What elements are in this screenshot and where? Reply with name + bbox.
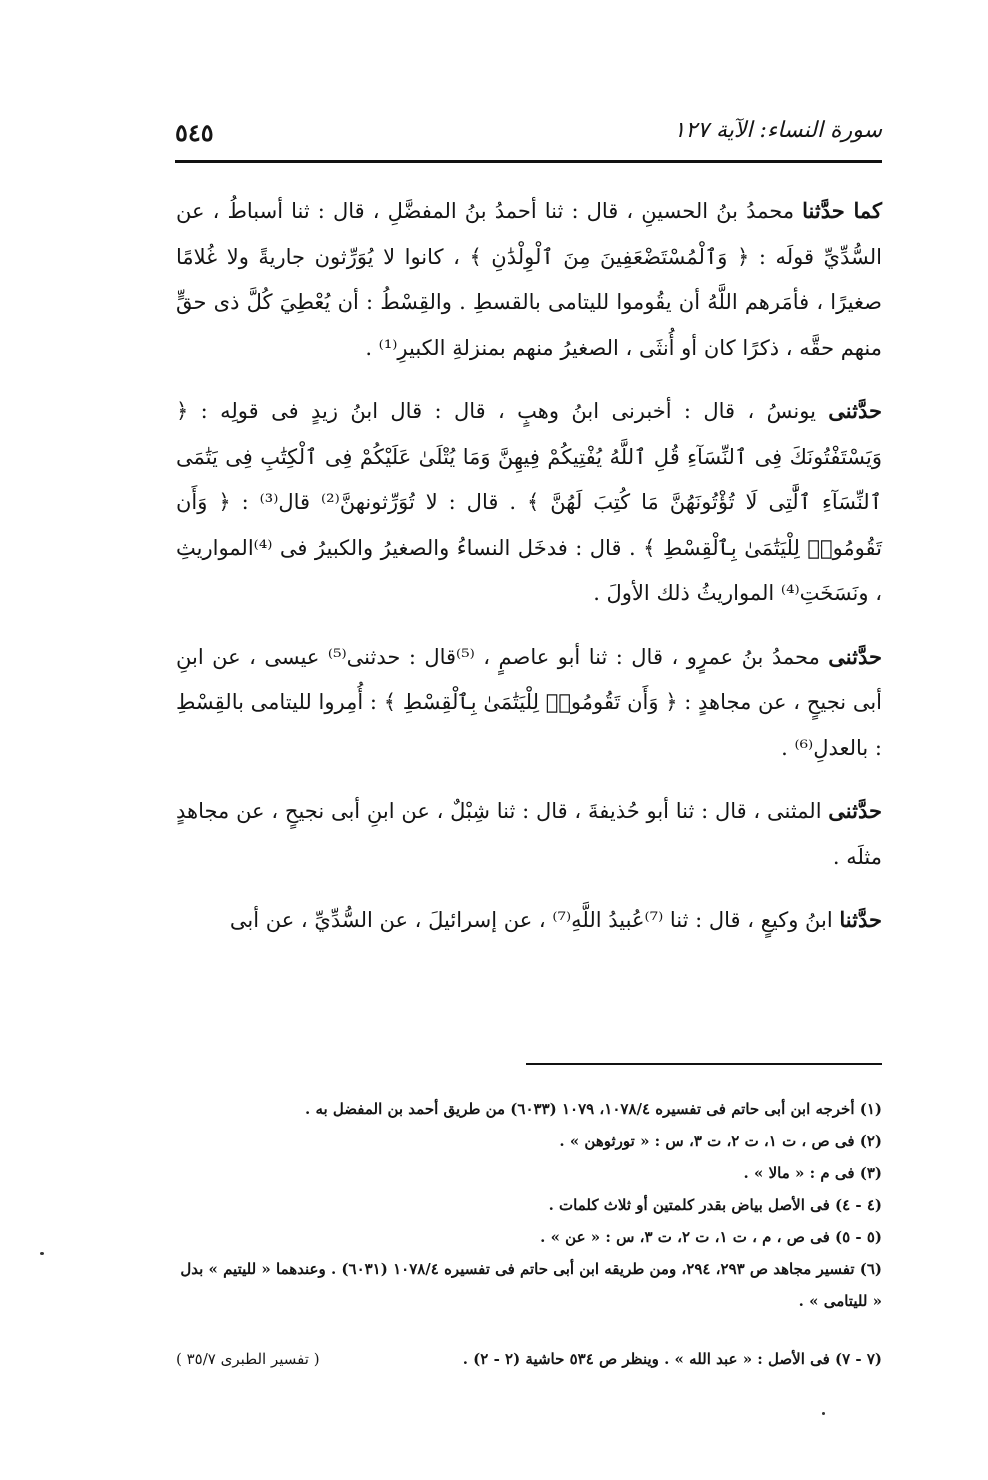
footnote: (٦) تفسير مجاهد ص ٢٩٣، ٢٩٤، ومن طريقه ابن أبى حاتم فى تفسيره ١٠٧٨/٤ (٦٠٣١) . وعندهما « لليتيم » بدل « لليتامى » . <box>180 1260 882 1310</box>
footnote: (٧ - ٧) فى الأصل : « عبد الله » . وينظر ص ٥٣٤ حاشية (٢ - ٢) . <box>462 1350 882 1368</box>
page-number: ٥٤٥ <box>175 118 214 147</box>
page-header <box>175 112 882 154</box>
last-footnote-line <box>176 1343 882 1375</box>
footnote: (٤ - ٤) فى الأصل بياض بقدر كلمتين أو ثلاث كلمات . <box>548 1196 882 1214</box>
paragraph-text: محمدُ بنُ عمرٍو ، قال : ثنا أبو عاصمٍ ، ⁽⁵⁾قال : حدثنى⁽⁵⁾ عيسى ، عن ابنِ أبى نجيحٍ ، عن مجاهدٍ : ﴿ وَأَن تَقُومُوا۟ لِلْيَتَٰمَىٰ بِٱلْقِسْطِ ﴾ : أُمِروا لليتامى بالقِسْطِ : بالعدلِ⁽⁶⁾ . <box>176 644 882 760</box>
paragraph <box>176 634 882 772</box>
header-rule <box>175 160 882 163</box>
paragraph <box>176 388 882 617</box>
isnad-lead: حدَّثنى <box>828 643 882 669</box>
paragraph-text: محمدُ بنُ الحسينِ ، قال : ثنا أحمدُ بنُ المفضَّلِ ، قال : ثنا أسباطُ ، عن السُّدِّيِّ قولَه : ﴿ وَٱلْمُسْتَضْعَفِينَ مِنَ ٱلْوِلْدَٰنِ ﴾ ، كانوا لا يُوَرِّثون جاريةً ولا غُلامًا صغيرًا ، فأمَرهم اللَّهُ أن يقُوموا لليتامى بالقسطِ . والقِسْطُ : أن يُعْطِيَ كُلَّ ذى حقٍّ منهم حقَّه ، ذكرًا كان أو أُنثَى ، الصغيرُ منهم بمنزلةِ الكبيرِ⁽¹⁾ . <box>176 199 882 360</box>
scan-speck <box>822 1412 825 1415</box>
footnote: (٣) فى م : « مالا » . <box>743 1164 882 1182</box>
footnote: (٢) فى ص ، ت ١، ت ٢، ت ٣، س : « تورثوهن » . <box>559 1132 882 1150</box>
paragraph <box>176 788 882 880</box>
paragraph <box>176 897 882 944</box>
running-title: سورة النساء: الآية ١٢٧ <box>673 118 882 143</box>
scan-speck <box>40 1252 44 1255</box>
footnote-separator <box>526 1063 882 1065</box>
paragraph-text: ابنُ وكيعٍ ، قال : ثنا ⁽⁷⁾عُبيدُ اللَّهِ⁽⁷⁾ ، عن إسرائيلَ ، عن السُّدِّيِّ ، عن أبى <box>229 908 840 932</box>
footnotes <box>176 1093 882 1317</box>
isnad-lead: حدَّثنا <box>839 907 882 932</box>
isnad-lead: كما حدَّثنا <box>802 198 882 223</box>
footnote: (١) أخرجه ابن أبى حاتم فى تفسيره ١٠٧٨/٤، ١٠٧٩ (٦٠٣٣) من طريق أحمد بن المفضل به . <box>305 1100 882 1118</box>
footnote: (٥ - ٥) فى ص ، م ، ت ١، ت ٢، ت ٣، س : « عن » . <box>540 1228 882 1246</box>
paragraph-text: يونسُ ، قال : أخبرنى ابنُ وهبٍ ، قال : قال ابنُ زيدٍ فى قولِه : ﴿ وَيَسْتَفْتُونَكَ فِى ٱلنِّسَآءِ قُلِ ٱللَّهُ يُفْتِيكُمْ فِيهِنَّ وَمَا يُتْلَىٰ عَلَيْكُمْ فِى ٱلْكِتَٰبِ فِى يَتَٰمَى ٱلنِّسَآءِ ٱلَّٰتِى لَا تُؤْتُونَهُنَّ مَا كُتِبَ لَهُنَّ ﴾ . قال : لا تُوَرِّثونهنَّ⁽²⁾ قال⁽³⁾ : ﴿ وَأَن تَقُومُوا۟ لِلْيَتَٰمَىٰ بِٱلْقِسْطِ ﴾ . قال : فدخَل النساءُ والصغيرُ والكبيرُ فى ⁽⁴⁾المواريثِ ، ونَسَخَتِ⁽⁴⁾ المواريثُ ذلك الأولَ . <box>176 399 883 605</box>
paragraph-text: المثنى ، قال : ثنا أبو حُذيفةَ ، قال : ثنا شِبْلٌ ، عن ابنِ أبى نجيحٍ ، عن مجاهدٍ مثلَه . <box>176 799 882 869</box>
paragraph <box>176 188 882 371</box>
isnad-lead: حدَّثنى <box>828 398 882 423</box>
main-text <box>176 188 882 961</box>
isnad-lead: حدَّثنى <box>828 798 882 823</box>
volume-signature: ( تفسير الطبرى ٣٥/٧ ) <box>176 1350 320 1368</box>
